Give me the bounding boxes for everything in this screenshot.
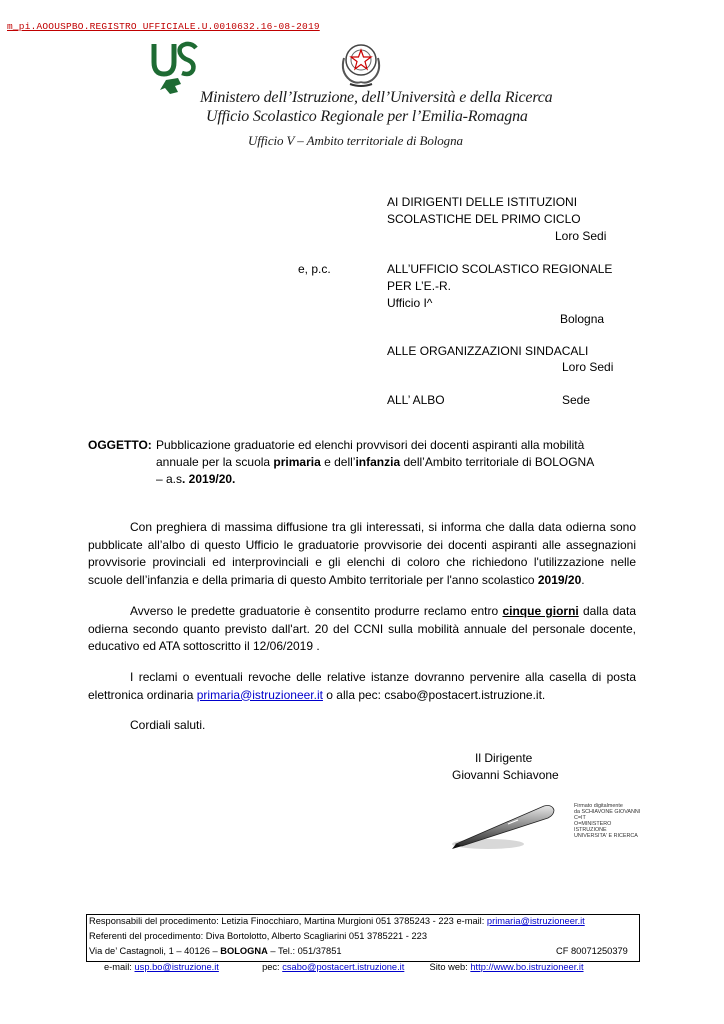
- recipient-3-location: Loro Sedi: [562, 360, 614, 374]
- closing-greeting: Cordiali saluti.: [130, 718, 206, 732]
- footer-primaria-email-link[interactable]: primaria@istruzioneer.it: [486, 916, 585, 926]
- digital-signature-stamp: [574, 803, 640, 839]
- italian-republic-emblem: [336, 38, 386, 90]
- footer-website-link[interactable]: http://www.bo.istruzioneer.it: [470, 962, 584, 972]
- subject-label: OGGETTO:: [88, 438, 152, 452]
- body-paragraph-3: I reclami o eventuali revoche delle relative istanze dovranno pervenire alla casella di posta elettronica ordinaria primaria@istruzioneer.it o alla pec: csabo@postacert.istruzione.it.: [88, 670, 636, 702]
- stamp-line: da SCHIAVONE GIOVANNI: [574, 809, 641, 815]
- usr-logo: [148, 40, 200, 98]
- stamp-line: O=MINISTERO: [574, 821, 612, 827]
- footer-fiscal-code: CF 80071250379: [556, 946, 628, 956]
- recipient-3-line-1: ALLE ORGANIZZAZIONI SINDACALI: [387, 344, 589, 358]
- recipient-2-line-1: ALL’UFFICIO SCOLASTICO REGIONALE: [387, 262, 613, 276]
- footer-row-1: Responsabili del procedimento: Letizia Finocchiaro, Martina Murgioni 051 3785243 - 223 e-mail: primaria@istruzioneer.it: [89, 916, 585, 926]
- subject-line-1: Pubblicazione graduatorie ed elenchi provvisori dei docenti aspiranti alla mobilità: [156, 438, 585, 452]
- sub-office-title: Ufficio V – Ambito territoriale di Bologna: [248, 133, 463, 148]
- stamp-line: ISTRUZIONE: [574, 827, 607, 833]
- protocol-number: m_pi.AOOUSPBO.REGISTRO UFFICIALE.U.0010632.16-08-2019: [7, 21, 320, 32]
- footer-pec-link[interactable]: csabo@postacert.istruzione.it: [282, 962, 405, 972]
- recipient-1-line-2: SCOLASTICHE DEL PRIMO CICLO: [387, 212, 581, 226]
- body-paragraph-2: Avverso le predette graduatorie è consentito produrre reclamo entro cinque giorni dalla data odierna secondo quanto previsto dall'art. 20 del CCNI sulla mobilità annuale del personale docente, educativo ed ATA sottoscritto il 12/06/2019 .: [88, 604, 636, 653]
- recipient-2-line-3: Ufficio I^: [387, 296, 433, 310]
- recipient-1-line-1: AI DIRIGENTI DELLE ISTITUZIONI: [387, 195, 578, 209]
- stamp-line: Firmato digitalmente: [574, 803, 623, 809]
- footer-email-link[interactable]: usp.bo@istruzione.it: [134, 962, 219, 972]
- signature-name: Giovanni Schiavone: [452, 768, 559, 782]
- signature-role: Il Dirigente: [475, 751, 533, 765]
- recipient-4-line-1: ALL’ ALBO: [387, 393, 445, 407]
- footer-row-3: Via de’ Castagnoli, 1 – 40126 – BOLOGNA – Tel.: 051/37851: [89, 946, 342, 956]
- primaria-email-link[interactable]: primaria@istruzioneer.it: [196, 687, 323, 702]
- footer-row-2: Referenti del procedimento: Diva Bortolotto, Alberto Scagliarini 051 3785221 - 223: [89, 931, 427, 941]
- recipient-2-location: Bologna: [560, 312, 605, 326]
- stamp-line: UNIVERSITA' E RICERCA: [574, 833, 638, 839]
- recipient-2-line-2: PER L’E.-R.: [387, 279, 452, 293]
- digital-signature-pen-icon: [448, 800, 568, 852]
- recipient-4-location: Sede: [562, 393, 591, 407]
- subject-line-3: – a.s. 2019/20.: [156, 472, 236, 486]
- subject-line-2: annuale per la scuola primaria e dell’infanzia dell’Ambito territoriale di BOLOGNA: [156, 455, 595, 469]
- body-paragraph-1: Con preghiera di massima diffusione tra gli interessati, si informa che dalla data odierna sono pubblicate all’albo di questo Ufficio le graduatorie provvisorie dei docenti aspiranti alle assegnazioni provvisorie provinciali ed interprovinciali e gli elenchi di coloro che richiedono l'utilizzazione nelle scuole dell’infanzia e della primaria di questo Ambito territoriale per l'anno scolastico 2019/20.: [88, 520, 636, 587]
- cc-label: e, p.c.: [298, 262, 331, 276]
- footer-contacts: e-mail: usp.bo@istruzione.it pec: csabo@postacert.istruzione.it Sito web: http://www.bo.istruzioneer.it: [104, 962, 584, 972]
- recipient-1-location: Loro Sedi: [555, 229, 607, 243]
- ministry-title: Ministero dell’Istruzione, dell’Università e della Ricerca: [200, 89, 553, 106]
- stamp-line: C=IT: [574, 815, 586, 821]
- regional-office-title: Ufficio Scolastico Regionale per l’Emilia-Romagna: [206, 108, 528, 125]
